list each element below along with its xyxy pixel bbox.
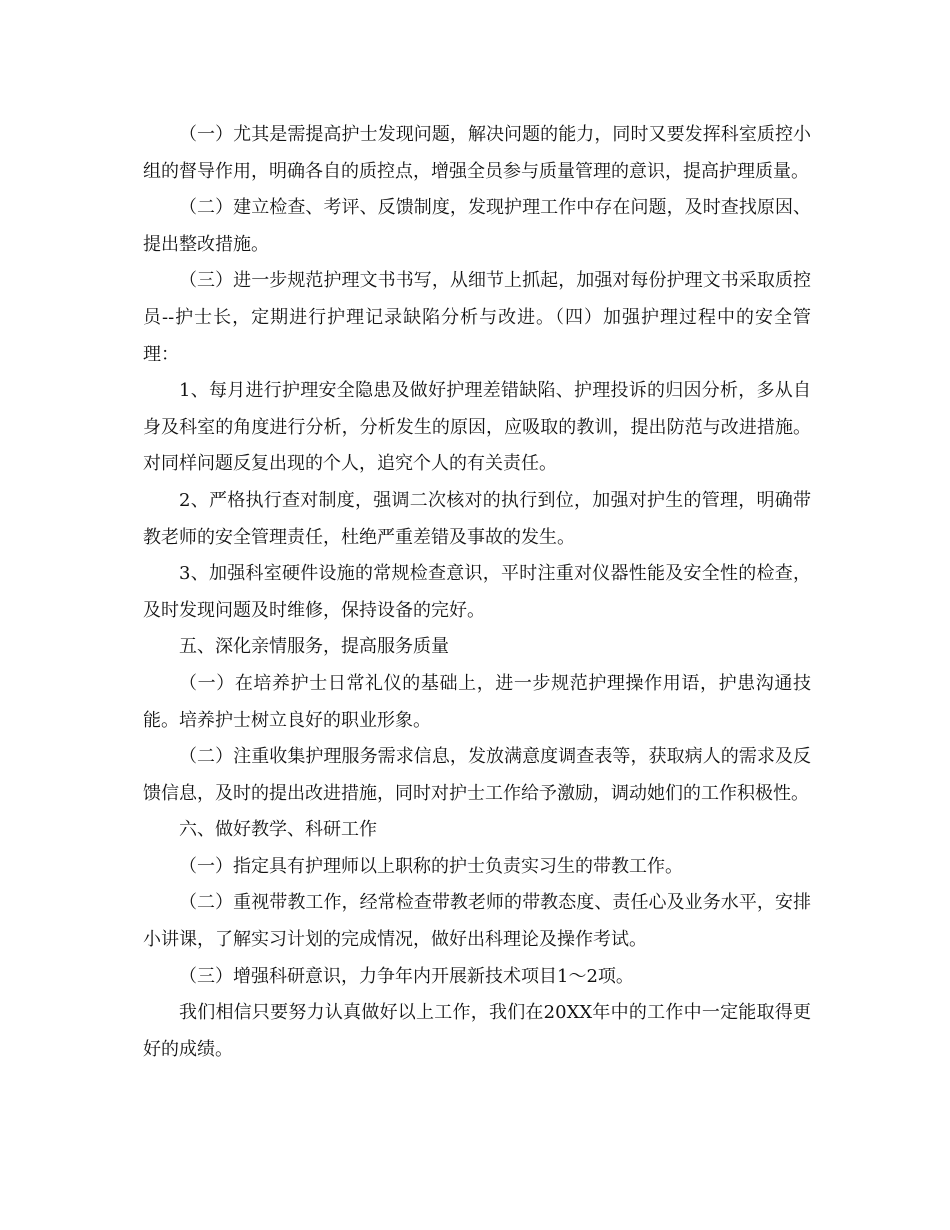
paragraph-feedback: （二）注重收集护理服务需求信息，发放满意度调查表等，获取病人的需求及反馈信息，及时的提出改进措施，同时对护士工作给予激励，调动她们的工作积极性。 (143, 746, 811, 804)
paragraph-teaching-review: （二）重视带教工作，经常检查带教老师的带教态度、责任心及业务水平，安排小讲课，了解实习计划的完成情况，做好出科理论及操作考试。 (143, 892, 811, 951)
paragraph-etiquette: （一）在培养护士日常礼仪的基础上，进一步规范护理操作用语，护患沟通技能。培养护士树立良好的职业形象。 (143, 672, 811, 731)
paragraph-item-2: 2、严格执行查对制度，强调二次核对的执行到位，加强对护生的管理，明确带教老师的安全管理责任，杜绝严重差错及事故的发生。 (143, 489, 811, 548)
paragraph-conclusion: 我们相信只要努力认真做好以上工作，我们在20XX年中的工作中一定能取得更好的成绩。 (143, 1002, 811, 1060)
paragraph-item-1: 1、每月进行护理安全隐患及做好护理差错缺陷、护理投诉的归因分析，多从自身及科室的角度进行分析，分析发生的原因，应吸取的教训，提出防范与改进措施。对同样问题反复出现的个人，追究个人的有关责任。 (143, 380, 811, 475)
paragraph-inspection-system: （二）建立检查、考评、反馈制度，发现护理工作中存在问题，及时查找原因、提出整改措施。 (143, 197, 811, 255)
paragraph-research: （三）增强科研意识，力争年内开展新技术项目1～2项。 (179, 965, 634, 987)
document-body (143, 117, 811, 1068)
paragraph-quality-control: （一）尤其是需提高护士发现问题，解决问题的能力，同时又要发挥科室质控小组的督导作用，明确各自的质控点，增强全员参与质量管理的意识，提高护理质量。 (143, 124, 811, 182)
section-heading-five: 五、深化亲情服务，提高服务质量 (179, 636, 449, 658)
paragraph-teaching-assignment: （一）指定具有护理师以上职称的护士负责实习生的带教工作。 (179, 855, 683, 877)
paragraph-item-3: 3、加强科室硬件设施的常规检查意识，平时注重对仪器性能及安全性的检查，及时发现问题及时维修，保持设备的完好。 (143, 563, 811, 621)
section-heading-six: 六、做好教学、科研工作 (179, 819, 377, 841)
paragraph-nursing-documents: （三）进一步规范护理文书书写，从细节上抓起，加强对每份护理文书采取质控员--护士长，定期进行护理记录缺陷分析与改进。（四）加强护理过程中的安全管理： (143, 270, 811, 365)
